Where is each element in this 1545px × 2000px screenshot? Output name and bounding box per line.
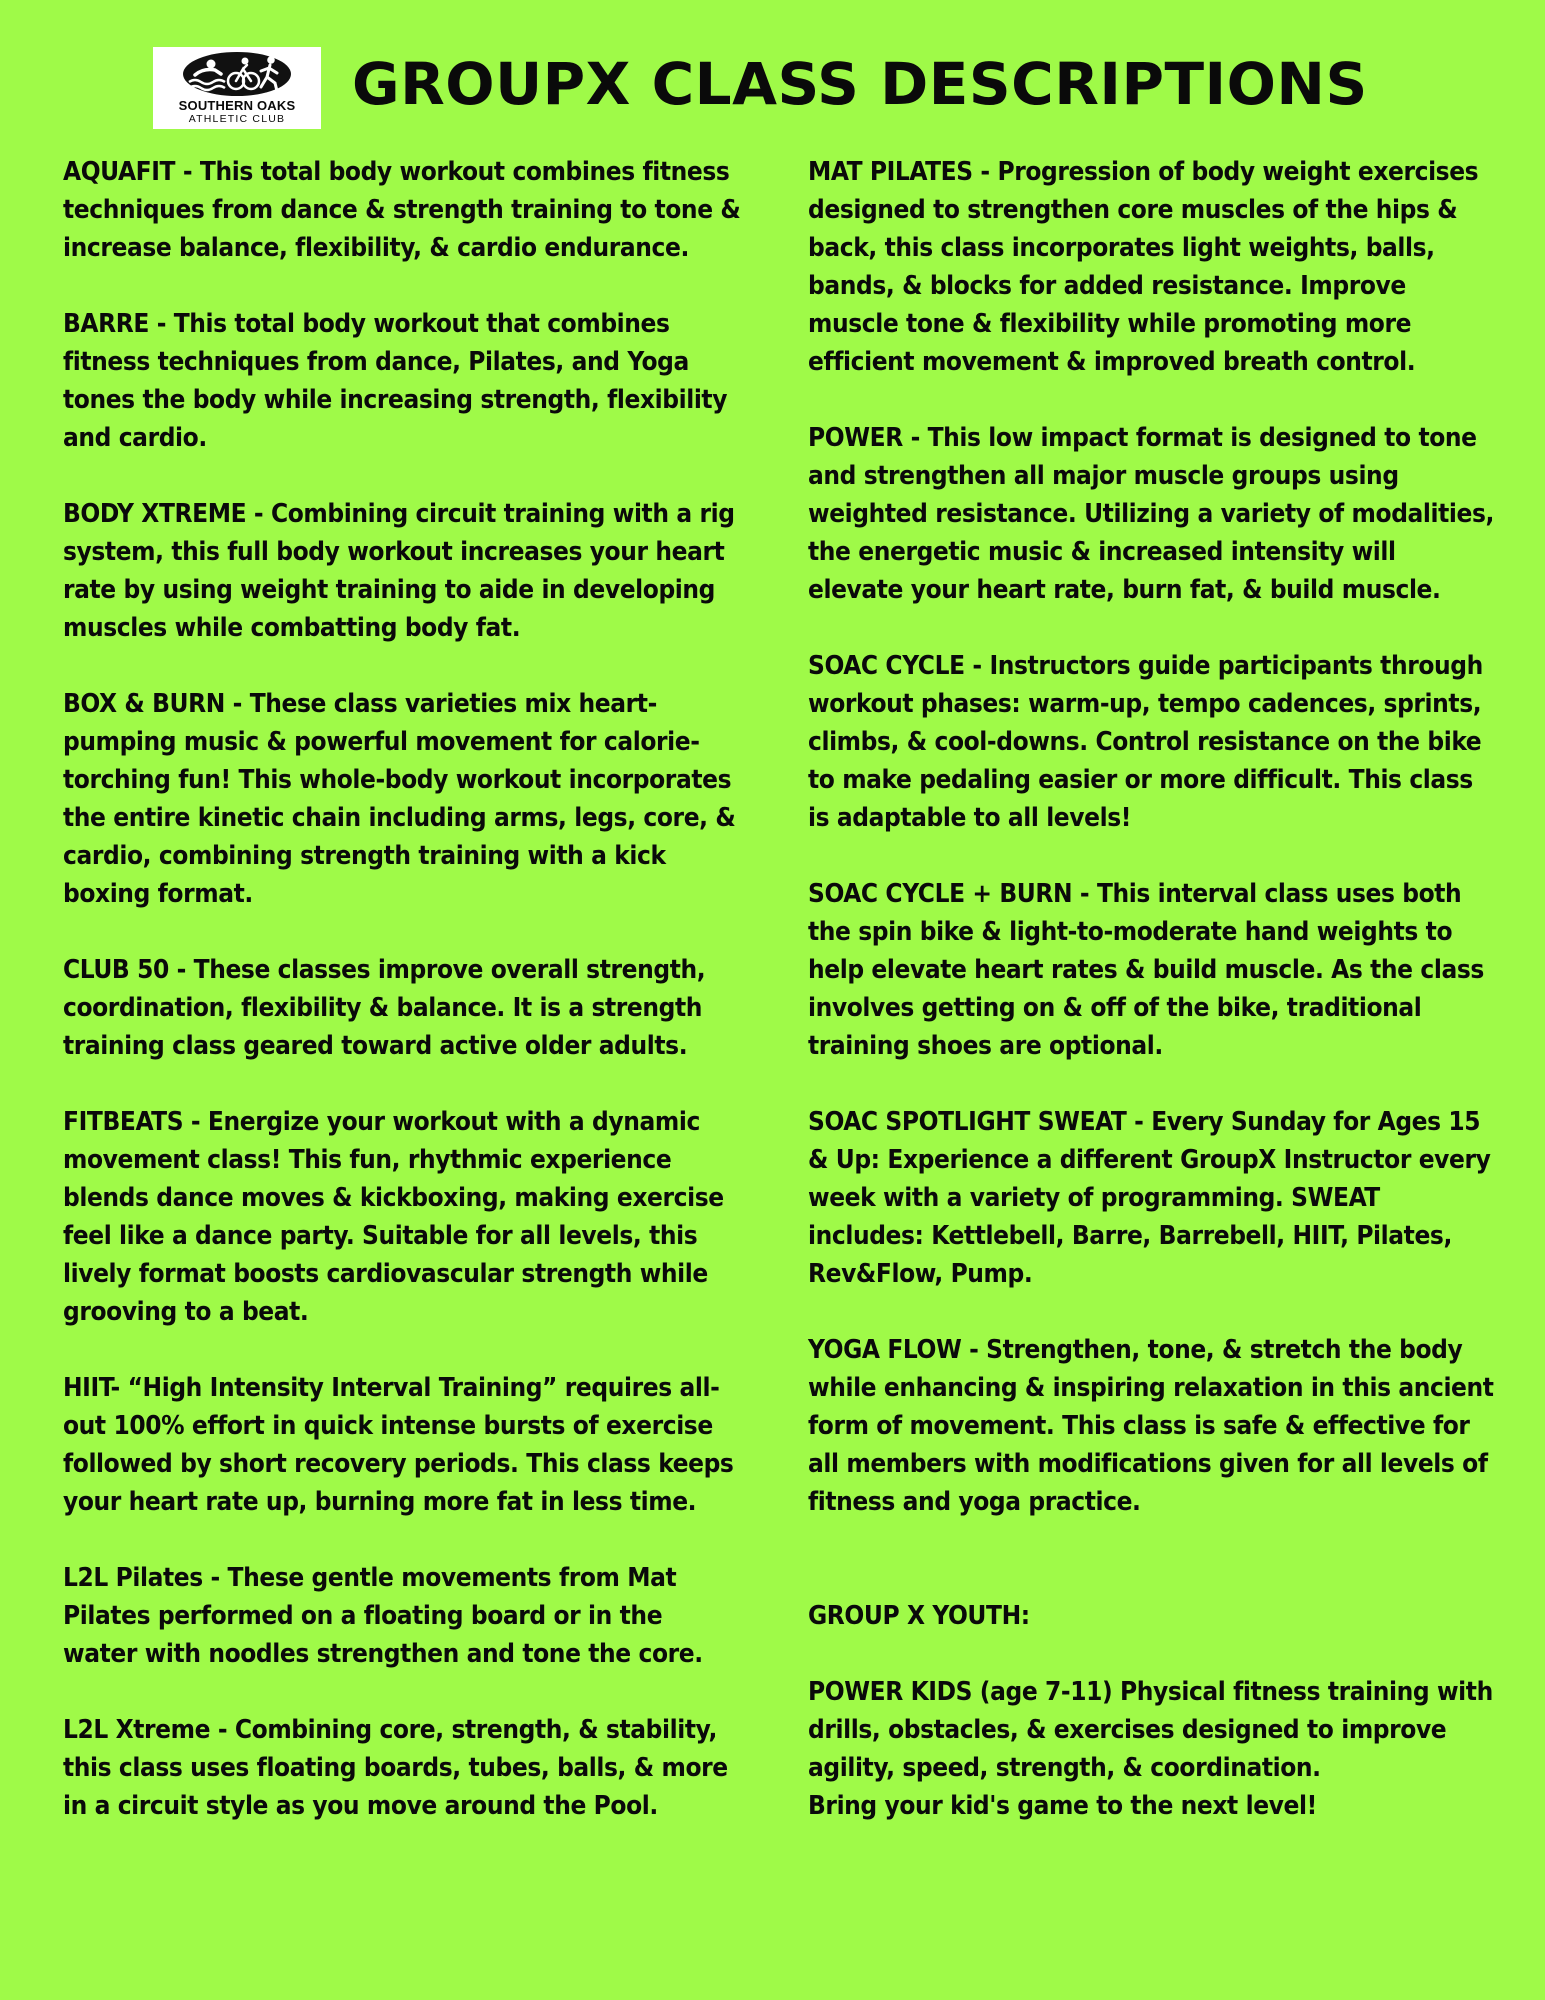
class-entry-hiit	[63, 1369, 743, 1521]
class-name: YOGA FLOW	[808, 1335, 962, 1365]
logo-subtitle: ATHLETIC CLUB	[188, 113, 286, 125]
youth-heading: GROUP X YOUTH:	[808, 1601, 1030, 1631]
class-name: AQUAFIT	[63, 157, 176, 187]
class-name: L2L Pilates	[63, 1563, 203, 1593]
class-name: POWER	[808, 423, 903, 453]
class-name: MAT PILATES	[808, 157, 973, 187]
class-entry-soac-spotlight-sweat	[808, 1103, 1498, 1293]
class-entry-l2l-xtreme	[63, 1711, 743, 1825]
class-description: - These class varieties mix heart-pumping music & powerful movement for calorie-torching fun! This whole-body workout incorporates the entire kinetic chain including arms, legs, core, & cardio, combining strength training with a kick boxing format.	[63, 689, 736, 909]
swimmer-cyclist-runner-icon	[181, 51, 293, 97]
class-name: L2L Xtreme	[63, 1715, 211, 1745]
class-description: - This total body workout that combines fitness techniques from dance, Pilates, and Yoga tones the body while increasing strength, flexibility and cardio.	[63, 309, 728, 453]
class-name: BODY XTREME	[63, 499, 247, 529]
class-entry-power	[808, 419, 1498, 609]
class-description: - Progression of body weight exercises designed to strengthen core muscles of the hips & back, this class incorporates light weights, balls, bands, & blocks for added resistance. Improve muscle tone & flexibility while promoting more efficient movement & improved breath control.	[808, 157, 1479, 377]
class-entry-barre	[63, 305, 743, 457]
left-column	[63, 153, 743, 1863]
youth-tagline: Bring your kid's game to the next level!	[808, 1791, 1317, 1821]
class-entry-aquafit	[63, 153, 743, 267]
class-name: BOX & BURN	[63, 689, 225, 719]
class-entry-mat-pilates	[808, 153, 1498, 381]
class-description: - Combining circuit training with a rig system, this full body workout increases your heart rate by using weight training to aide in developing muscles while combatting body fat.	[63, 499, 735, 643]
class-entry-soac-cycle	[808, 647, 1498, 837]
class-description: - Instructors guide participants through workout phases: warm-up, tempo cadences, sprints, climbs, & cool-downs. Control resistance on the bike to make pedaling easier or more difficult. This class is adaptable to all levels!	[808, 651, 1483, 833]
page-header	[0, 40, 1545, 135]
class-name: HIIT	[63, 1373, 111, 1403]
class-entry-soac-cycle-burn	[808, 875, 1498, 1065]
class-entry-box-burn	[63, 685, 743, 913]
class-description: - “High Intensity Interval Training” requires all-out 100% effort in quick intense bursts of exercise followed by short recovery periods. This class keeps your heart rate up, burning more fat in less time.	[63, 1373, 734, 1517]
class-description: - This interval class uses both the spin bike & light-to-moderate hand weights to help elevate heart rates & build muscle. As the class involves getting on & off of the bike, traditional training shoes are optional.	[808, 879, 1484, 1061]
class-description: - Energize your workout with a dynamic movement class! This fun, rhythmic experience blends dance moves & kickboxing, making exercise feel like a dance party. Suitable for all levels, this lively format boosts cardiovascular strength while grooving to a beat.	[63, 1107, 724, 1327]
right-column	[808, 153, 1498, 1863]
class-description: - This low impact format is designed to tone and strengthen all major muscle groups using weighted resistance. Utilizing a variety of modalities, the energetic music & increased intensity will elevate your heart rate, burn fat, & build muscle.	[808, 423, 1495, 605]
class-entry-fitbeats	[63, 1103, 743, 1331]
class-entry-yoga-flow	[808, 1331, 1498, 1521]
class-name: POWER KIDS	[808, 1677, 973, 1707]
class-description: - These classes improve overall strength, coordination, flexibility & balance. It is a strength training class geared toward active older adults.	[63, 955, 706, 1061]
class-name: CLUB 50	[63, 955, 169, 985]
class-description: - This total body workout combines fitness techniques from dance & strength training to tone & increase balance, flexibility, & cardio endurance.	[63, 157, 741, 263]
class-name: SOAC CYCLE	[808, 651, 965, 681]
class-name: SOAC CYCLE + BURN	[808, 879, 1073, 909]
class-description: (age 7-11) Physical fitness training with drills, obstacles, & exercises designed to improve agility, speed, strength, & coordination.	[808, 1677, 1493, 1783]
class-name: SOAC SPOTLIGHT SWEAT	[808, 1107, 1127, 1137]
class-description: - Every Sunday for Ages 15 & Up: Experience a different GroupX Instructor every week with a variety of programming. SWEAT includes: Kettlebell, Barre, Barrebell, HIIT, Pilates, Rev&Flow, Pump.	[808, 1107, 1491, 1289]
class-description: - Combining core, strength, & stability, this class uses floating boards, tubes, balls, & more in a circuit style as you move around the Pool.	[63, 1715, 728, 1821]
class-name: BARRE	[63, 309, 149, 339]
class-entry-power-kids	[808, 1673, 1498, 1825]
class-entry-l2l-pilates	[63, 1559, 743, 1673]
class-description: - Strengthen, tone, & stretch the body while enhancing & inspiring relaxation in this ancient form of movement. This class is safe & effective for all members with modifications given for all levels of fitness and yoga practice.	[808, 1335, 1494, 1517]
logo-name: SOUTHERN OAKS	[178, 98, 296, 113]
class-entry-club-50	[63, 951, 743, 1065]
club-logo	[153, 47, 321, 129]
class-name: FITBEATS	[63, 1107, 184, 1137]
page-title: GROUPX CLASS DESCRIPTIONS	[352, 50, 1368, 118]
class-description: - These gentle movements from Mat Pilates performed on a floating board or in the water with noodles strengthen and tone the core.	[63, 1563, 703, 1669]
class-entry-body-xtreme	[63, 495, 743, 647]
